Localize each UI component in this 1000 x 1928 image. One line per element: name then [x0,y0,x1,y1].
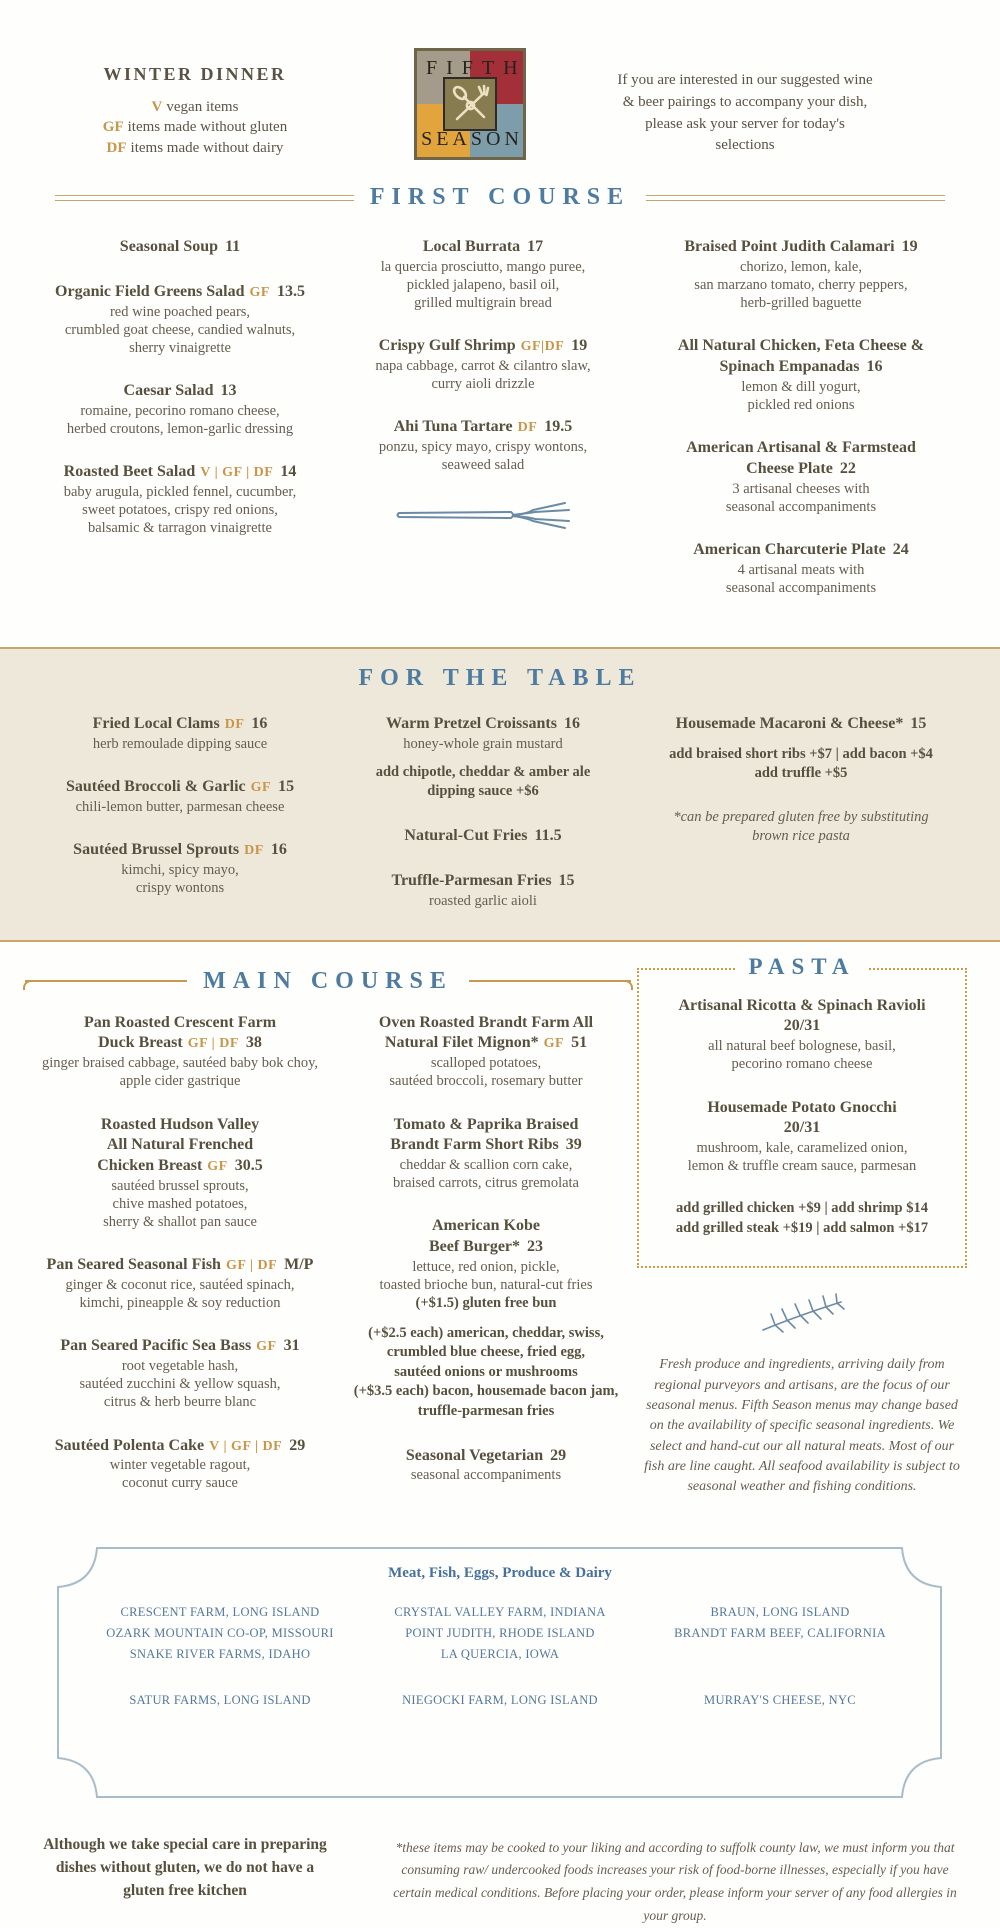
dietary-tag: V | GF | DF [209,1438,283,1454]
menu-item [30,237,330,258]
menu-item [338,826,628,847]
item-title: Brandt Farm Short Ribs 39 [390,1136,582,1154]
item-title: All Natural Chicken, Feta Cheese & [677,337,925,355]
item-title: Roasted Beet Salad V | GF | DF 14 [63,463,297,481]
item-price: 29 [550,1446,567,1464]
menu-title: WINTER DINNER [103,64,287,84]
for-the-table-columns [30,714,970,934]
item-price: 11 [225,238,241,255]
first-course-header [55,184,945,211]
logo-wrap [360,42,580,160]
dietary-tag: GF [256,1339,277,1355]
menu-item: American Charcuterie Plate 24 4 artisanal meats with seasonal accompaniments [636,540,966,597]
item-title: Braised Point Judith Calamari 19 [684,238,918,255]
farm-name: SATUR FARMS, LONG ISLAND [129,1692,311,1707]
item-title: All Natural Frenched [106,1136,254,1154]
item-title: Natural-Cut Fries 11.5 [404,826,562,844]
item-price: 15 [278,777,295,795]
menu-item: (+$2.5 each) american, cheddar, swiss, crumbled blue cheese, fried egg, sautéed onions or mushrooms (+$3.5 each) bacon, housemade bacon jam, truffle-parmesan fries [353,1324,619,1420]
item-title: Artisanal Ricotta & Spinach Ravioli [678,996,926,1014]
item-price: 15 [558,871,575,889]
first-course-col1 [30,237,330,621]
crossed-utensils-icon [443,77,497,131]
dietary-tag: GF [250,779,272,795]
menu-item: Local Burrata 17 la quercia prosciutto, mango puree, pickled jalapeno, basil oil, grilled multigrain bread [338,237,628,312]
main-course-col1 [25,1013,335,1517]
item-title: Roasted Hudson Valley [100,1115,260,1133]
item-price: 11.5 [534,826,562,844]
first-course-col3 [636,237,966,621]
first-course-col2 [338,237,628,621]
item-price: 14 [280,463,297,481]
menu-item: Pan Seared Seasonal Fish GF | DF M/P ginger & coconut rice, sautéed spinach, kimchi, pineapple & soy reduction [25,1255,335,1312]
farm-name: CRYSTAL VALLEY FARM, INDIANA [394,1604,606,1619]
item-title: Pan Roasted Crescent Farm [83,1013,277,1031]
dietary-tag: DF [106,139,127,156]
menu-item: add braised short ribs +$7 | add bacon +$4 add truffle +$5 [669,745,933,782]
legend-item: DF items made without dairy [106,139,284,156]
farm-name: SNAKE RIVER FARMS, IDAHO [129,1647,311,1662]
section-main-course [25,953,975,1517]
item-price: M/P [284,1256,314,1274]
menu-item: Oven Roasted Brandt Farm All Natural Filet Mignon* GF 51 scalloped potatoes, sautéed broccoli, rosemary butter [341,1013,631,1091]
menu-item: Housemade Potato Gnocchi 20/31 mushroom, kale, caramelized onion, lemon & truffle cream sauce, parmesan [649,1098,955,1176]
menu-item: Sautéed Polenta Cake V | GF | DF 29 winter vegetable ragout, coconut curry sauce [25,1436,335,1493]
item-title: Tomato & Paprika Braised [393,1115,579,1133]
item-title: Seasonal Soup 11 [119,238,241,255]
fifth-season-logo [414,48,526,160]
pasta-box [637,953,967,1269]
gold-rule [25,980,187,982]
item-title: Caesar Salad 13 [123,381,237,399]
dietary-tag: GF [207,1159,228,1175]
item-price: 19 [901,238,918,255]
logo-text-top: FIFTH [426,57,527,79]
item-title: Chicken Breast GF 30.5 [97,1157,263,1175]
section-title: PASTA [737,954,868,980]
item-price: 38 [245,1034,262,1052]
section-title: FOR THE TABLE [358,664,642,691]
gluten-note: Although we take special care in preparing dishes without gluten, we do not have a gluten free kitchen [43,1835,327,1900]
dietary-tag: GF [102,119,124,136]
purveyors-content [57,1547,943,1711]
menu-footer [35,1833,965,1928]
item-title: Oven Roasted Brandt Farm All [378,1013,594,1031]
menu-item: Tomato & Paprika Braised Brandt Farm Short Ribs 39 cheddar & scallion corn cake, braised carrots, citrus gremolata [341,1115,631,1193]
dietary-tag: GF|DF [520,339,565,355]
purveyors-columns [80,1602,920,1711]
item-price: 23 [527,1238,544,1256]
item-price: 29 [289,1436,306,1454]
farm-name: NIEGOCKI FARM, LONG ISLAND [402,1692,598,1707]
menu-header [30,0,970,160]
menu-item: Caesar Salad 13 romaine, pecorino romano cheese, herbed croutons, lemon-garlic dressing [30,381,330,438]
section-first-course [0,184,1000,621]
main-course-header [25,968,631,995]
item-title: Housemade Potato Gnocchi [707,1098,897,1116]
item-price: 15 [910,714,927,732]
item-title: American Artisanal & Farmstead [686,439,916,457]
item-price: 31 [283,1337,300,1355]
menu-item: Organic Field Greens Salad GF 13.5 red wine poached pears, crumbled goat cheese, candied walnuts, sherry vinaigrette [30,282,330,357]
logo-text-bottom: SEASON [421,128,523,150]
purveyors-col3 [640,1602,920,1711]
dietary-tag: GF | DF [187,1036,239,1052]
farm-name: MURRAY'S CHEESE, NYC [704,1692,856,1707]
rosemary-sprig-icon [637,1290,967,1341]
item-title: Beef Burger* 23 [428,1238,544,1256]
section-title: MAIN COURSE [203,967,453,994]
first-course-columns [30,237,970,621]
item-title: 20/31 [783,1017,821,1035]
dietary-tag: V | GF | DF [200,465,274,481]
dietary-tag: GF | DF [225,1258,278,1274]
item-title: Pan Seared Seasonal Fish GF | DF M/P [46,1256,314,1274]
menu-item: Seasonal Vegetarian 29 seasonal accompaniments [341,1446,631,1485]
menu-item: American Artisanal & Farmstead Cheese Plate 22 3 artisanal cheeses with seasonal accompaniments [636,438,966,516]
main-course-col2 [341,1013,631,1517]
item-price: 24 [892,540,909,558]
item-title: Warm Pretzel Croissants 16 [386,714,580,732]
menu-item: Pan Seared Pacific Sea Bass GF 31 root vegetable hash, sautéed zucchini & yellow squash, citrus & herb beurre blanc [25,1336,335,1411]
item-title: American Charcuterie Plate 24 [693,540,909,558]
item-title: Duck Breast GF | DF 38 [98,1034,262,1052]
fork-illustration-icon [338,498,628,537]
dietary-tag: GF [543,1036,565,1052]
menu-item: Roasted Hudson Valley All Natural Frenched Chicken Breast GF 30.5 sautéed brussel sprouts, chive mashed potatoes, sherry & shallot pan sauce [25,1115,335,1232]
dietary-tag: GF [249,284,270,300]
item-price: 13 [220,381,237,399]
item-title: Sautéed Polenta Cake V | GF | DF 29 [54,1436,306,1454]
item-title: Sautéed Broccoli & Garlic GF 15 [65,777,295,795]
menu-item: Sautéed Brussel Sprouts DF 16 kimchi, spicy mayo, crispy wontons [30,840,330,897]
dietary-tag: DF [224,716,245,732]
farm-name: BRANDT FARM BEEF, CALIFORNIA [674,1625,886,1640]
raw-food-disclaimer: *these items may be cooked to your liking and according to suffolk county law, we must inform you that consuming raw/ undercooked foods increases your risk of food-borne illnesses, especially if you have certain medical conditions. Before placing your order, please inform your server of any food allergies in your group. [393,1839,957,1924]
menu-item: add grilled chicken +$9 | add shrimp $14 add grilled steak +$19 | add salmon +$17 [675,1200,929,1236]
menu-item: Pan Roasted Crescent Farm Duck Breast GF | DF 38 ginger braised cabbage, sautéed baby bok choy, apple cider gastrique [25,1013,335,1091]
menu-item: Truffle-Parmesan Fries 15 roasted garlic aioli [338,871,628,910]
item-title: Sautéed Brussel Sprouts DF 16 [73,840,287,858]
item-title: 20/31 [783,1119,821,1137]
item-title: Ahi Tuna Tartare DF 19.5 [393,418,573,436]
farm-name: POINT JUDITH, RHODE ISLAND [405,1625,595,1640]
farm-name: LA QUERCIA, IOWA [440,1647,560,1662]
item-price: 30.5 [234,1157,263,1175]
for-the-table-col2 [338,714,628,934]
section-title: FIRST COURSE [369,184,631,210]
item-title: Organic Field Greens Salad GF 13.5 [55,282,305,300]
item-title: American Kobe [432,1217,540,1235]
farm-name: CRESCENT FARM, LONG ISLAND [120,1604,320,1619]
menu-item [636,714,966,735]
menu-item: Roasted Beet Salad V | GF | DF 14 baby arugula, pickled fennel, cucumber, sweet potatoes, crispy red onions, balsamic & tarragon vinaigrette [30,462,330,537]
menu-item: Ahi Tuna Tartare DF 19.5 ponzu, spicy mayo, crispy wontons, seaweed salad [338,417,628,474]
item-price: 51 [571,1034,588,1052]
pasta-items [649,996,955,1239]
menu-item: Fried Local Clams DF 16 herb remoulade dipping sauce [30,714,330,753]
item-title: Spinach Empanadas 16 [719,357,883,375]
menu-item: Sautéed Broccoli & Garlic GF 15 chili-lemon butter, parmesan cheese [30,777,330,816]
item-price: 16 [563,714,580,732]
item-title: Natural Filet Mignon* GF 51 [384,1034,588,1052]
sourcing-note: Fresh produce and ingredients, arriving daily from regional purveyors and artisans, are the focus of our seasonal menus. Fifth Season menus may change based on the availability of specific seasonal ingredients. We select and hand-cut our all natural meats. Most of our fish are line caught. All seafood availability is subject to seasonal weather and fishing conditions. [644,1357,960,1495]
item-title: Pan Seared Pacific Sea Bass GF 31 [60,1337,300,1355]
menu-item: American Kobe Beef Burger* 23 lettuce, red onion, pickle, toasted brioche bun, natural-cut fries (+$1.5) gluten free bun [341,1216,631,1313]
gold-rule [646,195,945,201]
wine-pairing-note: If you are interested in our suggested wine & beer pairings to accompany your dish, please ask your server for today's selections [617,72,873,154]
menu-item: Artisanal Ricotta & Spinach Ravioli 20/31 all natural beef bolognese, basil, pecorino romano cheese [649,996,955,1074]
gold-rule [55,195,354,201]
farm-name: BRAUN, LONG ISLAND [710,1604,850,1619]
legend-list [30,97,360,158]
legend-item: V vegan items [151,99,239,115]
menu-item: All Natural Chicken, Feta Cheese & Spinach Empanadas 16 lemon & dill yogurt, pickled red onions [636,336,966,414]
for-the-table-col1 [30,714,330,934]
item-title: Housemade Macaroni & Cheese* 15 [675,714,927,732]
pasta-rail [637,953,967,1517]
item-title: Crispy Gulf Shrimp GF|DF 19 [378,337,588,355]
dietary-tag: V [151,99,163,115]
farm-name: OZARK MOUNTAIN CO-OP, MISSOURI [106,1625,334,1640]
menu-item: add chipotle, cheddar & amber ale dipping sauce +$6 [375,763,591,800]
item-title: Fried Local Clams DF 16 [92,714,268,732]
item-price: 17 [527,238,544,255]
item-title: Cheese Plate 22 [746,459,856,477]
dietary-tag: DF [244,842,264,858]
item-price: 39 [565,1136,582,1154]
purveyors-plaque [57,1547,943,1799]
legend-item: GF items made without gluten [102,119,288,136]
menu-item: Crispy Gulf Shrimp GF|DF 19 napa cabbage, carrot & cilantro slaw, curry aioli drizzle [338,336,628,393]
item-price: 13.5 [276,282,305,300]
legend-block [30,42,360,158]
item-price: 16 [270,840,287,858]
item-price: 22 [839,459,856,477]
purveyors-col2 [360,1602,640,1711]
gold-rule [469,980,631,982]
section-for-the-table [0,647,1000,942]
item-price: 16 [251,714,268,732]
item-title: Local Burrata 17 [422,238,544,255]
item-title: Truffle-Parmesan Fries 15 [391,871,575,889]
menu-item: Warm Pretzel Croissants 16 honey-whole grain mustard [338,714,628,753]
menu-item: Braised Point Judith Calamari 19 chorizo, lemon, kale, san marzano tomato, cherry peppers, herb-grilled baguette [636,237,966,312]
purveyors-col1 [80,1602,360,1711]
item-price: 16 [866,357,883,375]
item-title: Seasonal Vegetarian 29 [405,1446,567,1464]
dietary-tag: DF [517,420,538,436]
purveyors-title: Meat, Fish, Eggs, Produce & Dairy [388,1564,612,1581]
for-the-table-col3 [636,714,966,934]
menu-item: *can be prepared gluten free by substituting brown rice pasta [673,808,929,845]
item-price: 19.5 [544,418,573,436]
item-price: 19 [571,337,588,355]
